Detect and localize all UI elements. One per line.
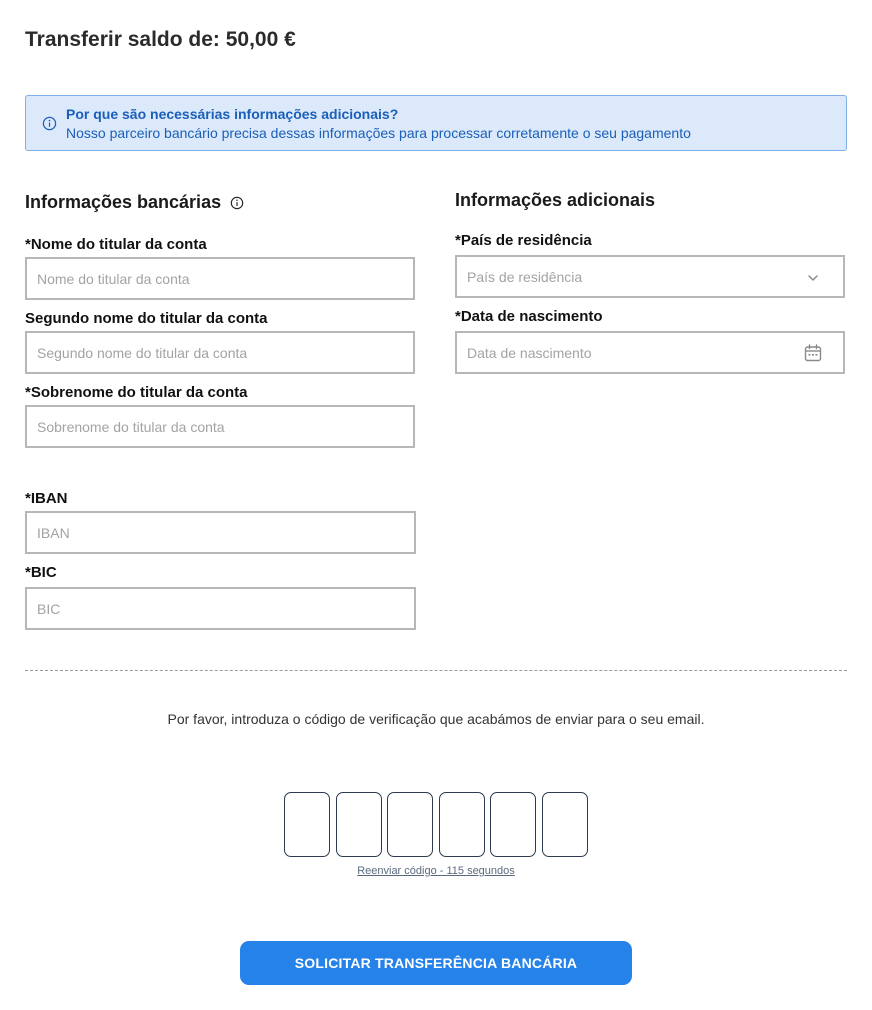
code-digit-1-input[interactable] bbox=[285, 793, 329, 856]
code-digit-5[interactable] bbox=[490, 792, 536, 857]
code-digit-5-input[interactable] bbox=[491, 793, 535, 856]
request-transfer-button[interactable]: SOLICITAR TRANSFERÊNCIA BANCÁRIA bbox=[240, 941, 632, 985]
holder-name-label: *Nome do titular da conta bbox=[25, 236, 207, 253]
iban-input[interactable] bbox=[27, 513, 414, 552]
code-digit-4-input[interactable] bbox=[440, 793, 484, 856]
code-digit-3-input[interactable] bbox=[388, 793, 432, 856]
info-banner bbox=[25, 95, 847, 151]
code-digit-3[interactable] bbox=[387, 792, 433, 857]
bank-info-title: Informações bancárias bbox=[25, 192, 222, 212]
info-icon bbox=[42, 116, 57, 131]
last-name-field[interactable] bbox=[25, 405, 415, 448]
bic-input[interactable] bbox=[27, 589, 414, 628]
middle-name-field[interactable] bbox=[25, 331, 415, 374]
verification-code-input bbox=[284, 792, 588, 857]
middle-name-label: Segundo nome do titular da conta bbox=[25, 310, 268, 327]
country-select[interactable] bbox=[455, 255, 845, 298]
middle-name-input[interactable] bbox=[27, 333, 413, 372]
code-digit-6[interactable] bbox=[542, 792, 588, 857]
verification-instructions: Por favor, introduza o código de verificação que acabámos de enviar para o seu email. bbox=[167, 711, 705, 727]
code-digit-6-input[interactable] bbox=[543, 793, 587, 856]
additional-info-title: Informações adicionais bbox=[455, 190, 656, 210]
birth-date-placeholder: Data de nascimento bbox=[467, 345, 592, 361]
bic-label: *BIC bbox=[25, 564, 57, 581]
country-label: *País de residência bbox=[455, 232, 592, 249]
section-divider bbox=[25, 670, 847, 671]
info-banner-text: Nosso parceiro bancário precisa dessas informações para processar corretamente o seu pagamento bbox=[66, 125, 691, 141]
code-digit-2-input[interactable] bbox=[337, 793, 381, 856]
calendar-icon[interactable] bbox=[803, 343, 823, 363]
code-digit-4[interactable] bbox=[439, 792, 485, 857]
info-icon[interactable] bbox=[230, 196, 244, 210]
country-placeholder: País de residência bbox=[467, 269, 583, 285]
code-digit-2[interactable] bbox=[336, 792, 382, 857]
last-name-input[interactable] bbox=[27, 407, 413, 446]
chevron-down-icon[interactable] bbox=[805, 270, 821, 286]
birth-date-field[interactable] bbox=[455, 331, 845, 374]
iban-field[interactable] bbox=[25, 511, 416, 554]
iban-label: *IBAN bbox=[25, 490, 68, 507]
holder-name-input[interactable] bbox=[27, 259, 413, 298]
last-name-label: *Sobrenome do titular da conta bbox=[25, 384, 248, 401]
birth-date-label: *Data de nascimento bbox=[455, 308, 603, 325]
code-digit-1[interactable] bbox=[284, 792, 330, 857]
info-banner-heading: Por que são necessárias informações adicionais? bbox=[66, 106, 399, 122]
page-title: Transferir saldo de: 50,00 € bbox=[25, 28, 296, 51]
resend-code-link[interactable]: Reenviar código - 115 segundos bbox=[357, 865, 515, 877]
bic-field[interactable] bbox=[25, 587, 416, 630]
holder-name-field[interactable] bbox=[25, 257, 415, 300]
